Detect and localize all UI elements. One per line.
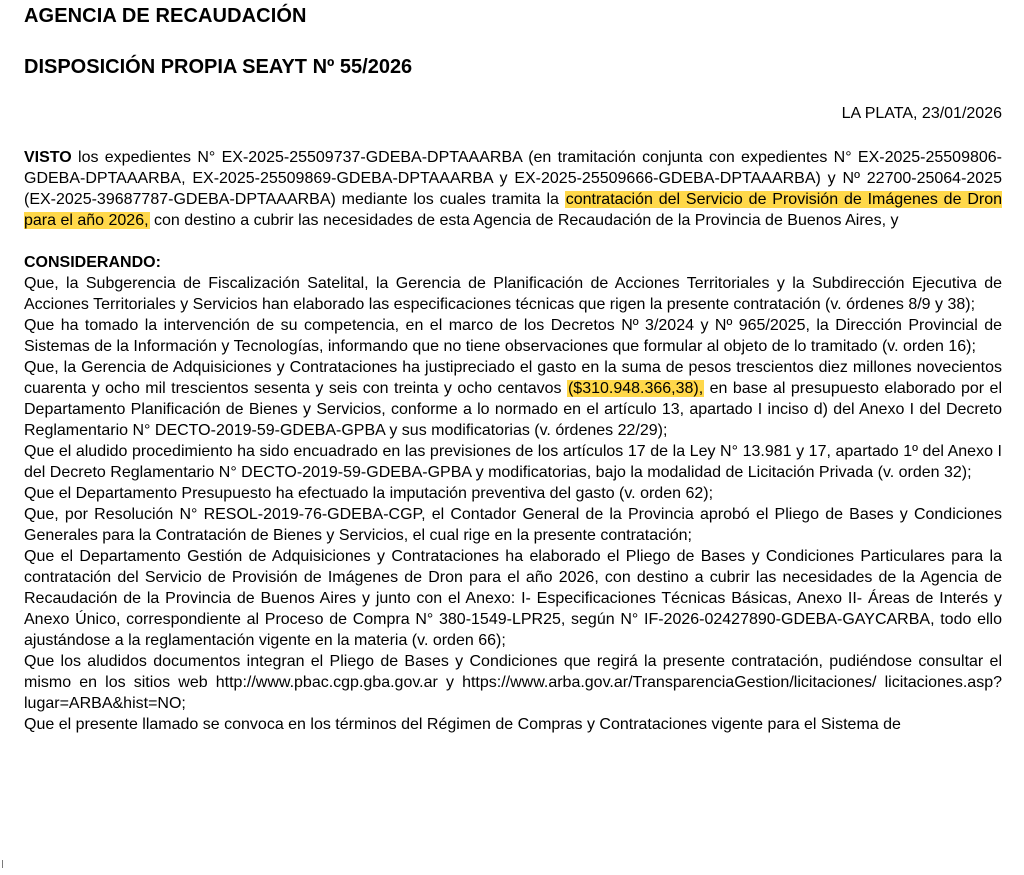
considerando-paragraph-2: Que ha tomado la intervención de su competencia, en el marco de los Decretos Nº 3/2024 y Nº 965/2025, la Dirección Provincial de Sistemas de la Información y Tecnologías, informando que no tiene observaciones que formular al objeto de lo tramitado (v. orden 16); bbox=[24, 317, 1002, 355]
considerando-label: CONSIDERANDO: bbox=[24, 254, 161, 271]
considerando-paragraph-4: Que el aludido procedimiento ha sido encuadrado en las previsiones de los artículos 17 de la Ley N° 13.981 y 17, apartado 1º del Anexo I del Decreto Reglamentario N° DECTO-2019-59-GDEBA-GPBA y modificatorias, bajo la modalidad de Licitación Privada (v. orden 32); bbox=[24, 443, 1002, 481]
visto-text: los expedientes N° EX-2025-25509737-GDEBA-DPTAAARBA (en tramitación conjunta con expedientes N° EX-2025-25509806-GDEBA-DPTAAARBA, EX-2025-25509869-GDEBA-DPTAAARBA y EX-2025-25509666-GDEBA-DPTAAARBA) y Nº 22700-25064-2025 (EX-2025-39687787-GDEBA-DPTAAARBA) mediante los cuales tramita la bbox=[24, 149, 1002, 208]
visto-label: VISTO bbox=[24, 149, 72, 166]
visto-highlight: contratación del Servicio de Provisión de Imágenes de Dron para el año 2026, bbox=[24, 191, 1002, 229]
considerando-paragraph-1: Que, la Subgerencia de Fiscalización Satelital, la Gerencia de Planificación de Acciones Territoriales y la Subdirección Ejecutiva de Acciones Territoriales y Servicios han elaborado las especificaciones técnicas que rigen la presente contratación (v. órdenes 8/9 y 38); bbox=[24, 275, 1002, 313]
amount-highlight: ($310.948.366,38), bbox=[567, 380, 704, 397]
paragraph-3-text-end: en base al presupuesto elaborado por el Departamento Planificación de Bienes y Servicios, conforme a lo normado en el artículo 13, apartado I inciso d) del Anexo I del Decreto Reglamentario N° DECTO-2019-59-GDEBA-GPBA y sus modificatorias (v. órdenes 22/29); bbox=[24, 380, 1003, 439]
considerando-paragraph-7: Que el Departamento Gestión de Adquisiciones y Contrataciones ha elaborado el Pliego de Bases y Condiciones Particulares para la contratación del Servicio de Provisión de Imágenes de Dron para el año 2026, con destino a cubrir las necesidades de la Agencia de Recaudación de la Provincia de Buenos Aires y junto con el Anexo: I- Especificaciones Técnicas Básicas, Anexo II- Áreas de Interés y Anexo Único, correspondiente al Proceso de Compra N° 380-1549-LPR25, según N° IF-2026-02427890-GDEBA-GAYCARBA, todo ello ajustándose a la reglamentación vigente en la materia (v. orden 66); bbox=[24, 548, 1002, 649]
disposicion-title: DISPOSICIÓN PROPIA SEAYT Nº 55/2026 bbox=[24, 56, 413, 78]
visto-paragraph bbox=[24, 147, 1002, 231]
paragraph-3-text: Que, la Gerencia de Adquisiciones y Contrataciones ha justipreciado el gasto en la suma de pesos trescientos diez millones novecientos cuarenta y ocho mil trescientos sesenta y seis con treinta y ocho centavos bbox=[24, 359, 1002, 397]
margin-mark bbox=[2, 860, 6, 868]
document-body bbox=[24, 147, 1002, 735]
agency-title: AGENCIA DE RECAUDACIÓN bbox=[24, 5, 307, 27]
place-date: LA PLATA, 23/01/2026 bbox=[841, 105, 1002, 122]
considerando-paragraph-9: Que el presente llamado se convoca en los términos del Régimen de Compras y Contrataciones vigente para el Sistema de bbox=[24, 716, 901, 733]
considerando-paragraph-6: Que, por Resolución N° RESOL-2019-76-GDEBA-CGP, el Contador General de la Provincia aprobó el Pliego de Bases y Condiciones Generales para la Contratación de Bienes y Servicios, el cual rige en la presente contratación; bbox=[24, 506, 1002, 544]
considerando-paragraph-8: Que los aludidos documentos integran el Pliego de Bases y Condiciones que regirá la presente contratación, pudiéndose consultar el mismo en los sitios web http://www.pbac.cgp.gba.gov.ar y https://www.arba.gov.ar/TransparenciaGestion/licitaciones/ licitaciones.asp?lugar=ARBA&hist=NO; bbox=[24, 653, 1002, 712]
considerando-paragraph-3 bbox=[24, 357, 1002, 441]
visto-text-end: con destino a cubrir las necesidades de esta Agencia de Recaudación de la Provincia de Buenos Aires, y bbox=[149, 212, 899, 229]
considerando-paragraph-5: Que el Departamento Presupuesto ha efectuado la imputación preventiva del gasto (v. orden 62); bbox=[24, 485, 714, 502]
